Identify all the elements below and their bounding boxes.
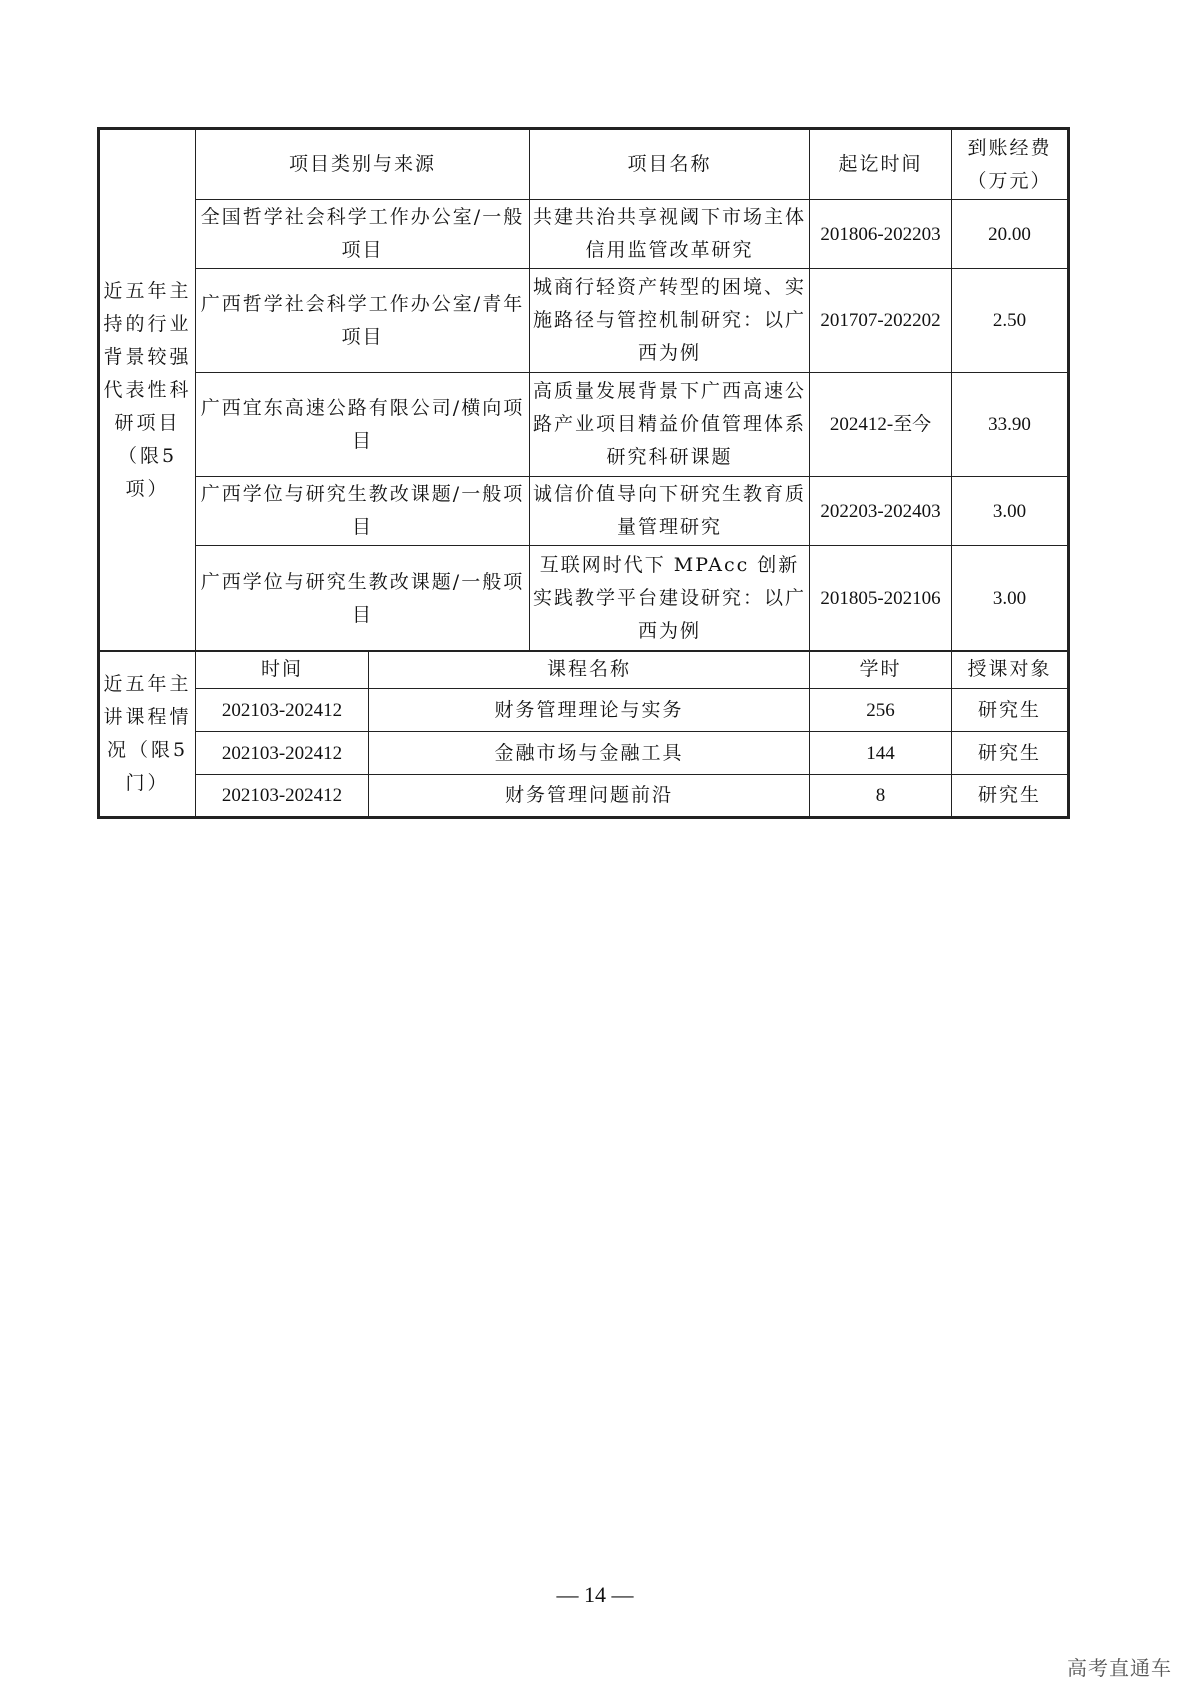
- project-name: 城商行轻资产转型的困境、实施路径与管控机制研究：以广西为例: [530, 269, 810, 373]
- course-audience: 研究生: [952, 775, 1069, 818]
- courses-header-row: [99, 651, 1069, 689]
- course-name: 财务管理理论与实务: [369, 689, 810, 732]
- header-source: 项目类别与来源: [196, 129, 530, 200]
- project-period: 202412-至今: [810, 373, 952, 477]
- project-source: 广西哲学社会科学工作办公室/青年项目: [196, 269, 530, 373]
- project-period: 202203-202403: [810, 477, 952, 546]
- project-name: 高质量发展背景下广西高速公路产业项目精益价值管理体系研究科研课题: [530, 373, 810, 477]
- project-funding: 33.90: [952, 373, 1069, 477]
- course-audience: 研究生: [952, 732, 1069, 775]
- course-audience: 研究生: [952, 689, 1069, 732]
- projects-section-label: 近五年主持的行业背景较强代表性科研项目（限5项）: [99, 129, 196, 652]
- project-source: 广西学位与研究生教改课题/一般项目: [196, 546, 530, 652]
- course-time: 202103-202412: [196, 775, 369, 818]
- courses-section-label: 近五年主讲课程情况（限5门）: [99, 651, 196, 818]
- project-period: 201805-202106: [810, 546, 952, 652]
- table-row: [99, 732, 1069, 775]
- project-source: 广西宜东高速公路有限公司/横向项目: [196, 373, 530, 477]
- project-funding: 2.50: [952, 269, 1069, 373]
- table-row: [99, 477, 1069, 546]
- course-name: 财务管理问题前沿: [369, 775, 810, 818]
- page-number: — 14 —: [556, 1582, 634, 1607]
- course-hours: 256: [810, 689, 952, 732]
- header-project-name: 项目名称: [530, 129, 810, 200]
- project-name: 共建共治共享视阈下市场主体信用监管改革研究: [530, 200, 810, 269]
- project-funding: 20.00: [952, 200, 1069, 269]
- watermark: 高考直通车: [1067, 1656, 1172, 1680]
- project-funding: 3.00: [952, 546, 1069, 652]
- table-row: [99, 269, 1069, 373]
- table-row: [99, 200, 1069, 269]
- course-time: 202103-202412: [196, 689, 369, 732]
- projects-header-row: [99, 129, 1069, 200]
- project-period: 201806-202203: [810, 200, 952, 269]
- project-source: 广西学位与研究生教改课题/一般项目: [196, 477, 530, 546]
- header-funding: 到账经费（万元）: [952, 129, 1069, 200]
- project-source: 全国哲学社会科学工作办公室/一般项目: [196, 200, 530, 269]
- table-row: [99, 546, 1069, 652]
- project-name: 诚信价值导向下研究生教育质量管理研究: [530, 477, 810, 546]
- table-row: [99, 689, 1069, 732]
- table-row: [99, 373, 1069, 477]
- course-name: 金融市场与金融工具: [369, 732, 810, 775]
- header-course-name: 课程名称: [369, 651, 810, 689]
- header-audience: 授课对象: [952, 651, 1069, 689]
- courses-table: [97, 650, 1070, 819]
- course-hours: 8: [810, 775, 952, 818]
- course-hours: 144: [810, 732, 952, 775]
- header-hours: 学时: [810, 651, 952, 689]
- table-row: [99, 775, 1069, 818]
- header-time: 时间: [196, 651, 369, 689]
- header-period: 起讫时间: [810, 129, 952, 200]
- project-funding: 3.00: [952, 477, 1069, 546]
- project-name: 互联网时代下 MPAcc 创新实践教学平台建设研究：以广西为例: [530, 546, 810, 652]
- course-time: 202103-202412: [196, 732, 369, 775]
- research-projects-table: [97, 127, 1070, 652]
- project-period: 201707-202202: [810, 269, 952, 373]
